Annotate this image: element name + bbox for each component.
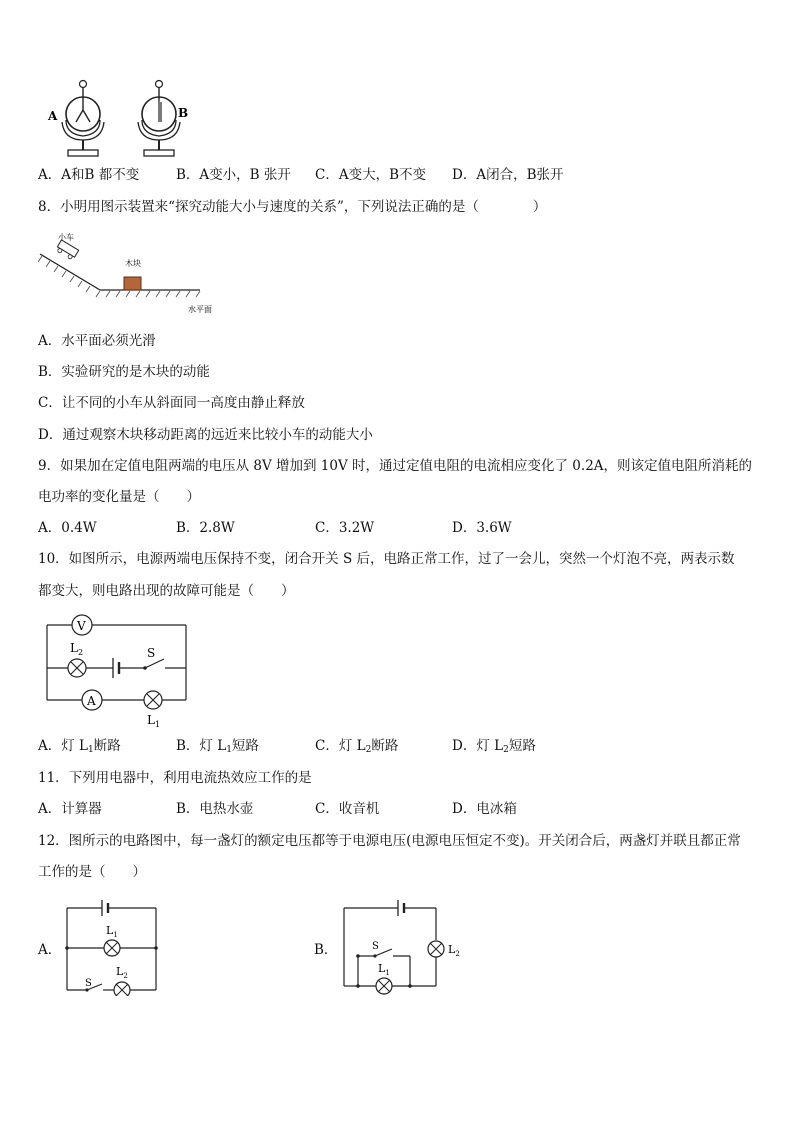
q11-option-b: B．电热水壶 (176, 801, 254, 817)
q7-options (38, 166, 758, 184)
q10-option-a: A．灯 $L_1$断路 (38, 738, 121, 755)
plane-label: 水平面 (188, 305, 212, 314)
q9-stem-line1: 9．如果加在定值电阻两端的电压从 8V 增加到 10V 时，通过定值电阻的电流相应变化了 0.2A，则该定值电阻所消耗的 (38, 458, 753, 474)
car-label: 小车 (58, 233, 74, 242)
q12-option-b-label: B． (314, 942, 338, 958)
q7-option-b: B．A变小，B 张开 (176, 167, 291, 183)
q9-option-a: A．0.4W (38, 520, 97, 536)
q11-options (38, 800, 758, 818)
q12-circuit-b (338, 896, 468, 996)
switch-label: S (147, 646, 156, 660)
q11-option-c: C．收音机 (315, 801, 380, 817)
q10-option-b: B．灯 $L_1$短路 (176, 738, 259, 755)
q8-option-d: D．通过观察木块移动距离的远近来比较小车的动能大小 (38, 427, 373, 443)
q12-stem-line2: 工作的是（ ） (38, 864, 146, 880)
q12b-l2-label: $L_2$ (448, 943, 460, 958)
q8-stem: 8．小明用图示装置来“探究动能大小与速度的关系”，下列说法正确的是（ ） (38, 199, 547, 215)
voltmeter-label: V (77, 619, 86, 633)
q12-option-a-label: A． (38, 942, 62, 958)
q10-circuit-figure (40, 612, 196, 730)
q10-stem-line1: 10．如图所示，电源两端电压保持不变，闭合开关 S 后，电路正常工作，过了一会儿，突然一个灯泡不亮，两表示数 (38, 551, 735, 567)
q10-option-c: C．灯 $L_2$断路 (315, 738, 399, 755)
ramp-figure (38, 230, 228, 318)
block-label: 木块 (125, 259, 141, 268)
electroscope-b-label: B (178, 106, 189, 120)
q10-option-d: D．灯 $L_2$短路 (452, 738, 536, 755)
q12-circuit-a (62, 896, 162, 996)
q9-option-b: B．2.8W (176, 520, 235, 536)
q12b-switch-label: S (372, 941, 379, 952)
q12b-l1-label: $L_1$ (378, 962, 390, 977)
q12-stem-line1: 12．图所示的电路图中，每一盏灯的额定电压都等于电源电压(电源电压恒定不变)。开关闭合后，两盏灯并联且都正常 (38, 833, 741, 849)
q9-option-d: D．3.6W (452, 520, 512, 536)
q9-stem-line2: 电功率的变化量是（ ） (38, 489, 200, 505)
q11-option-a: A．计算器 (38, 801, 102, 817)
electroscope-figure (44, 76, 204, 160)
q9-option-c: C．3.2W (315, 520, 375, 536)
q9-options (38, 519, 758, 537)
q8-option-a: A．水平面必须光滑 (38, 333, 156, 349)
q7-option-c: C．A变大，B不变 (315, 167, 426, 183)
q10-options (38, 737, 758, 757)
q10-stem-line2: 都变大，则电路出现的故障可能是（ ） (38, 583, 295, 599)
electroscope-a-label: A (48, 109, 58, 123)
q8-option-c: C．让不同的小车从斜面同一高度由静止释放 (38, 395, 305, 411)
q12a-switch-label: S (85, 978, 92, 989)
q11-stem: 11．下列用电器中，利用电流热效应工作的是 (38, 770, 312, 786)
q7-option-d: D．A闭合，B张开 (452, 167, 564, 183)
l2-label: $L_2$ (70, 641, 84, 657)
q7-option-a: A．A和B 都不变 (38, 167, 140, 183)
q12a-l1-label: $L_1$ (106, 924, 118, 939)
q11-option-d: D．电冰箱 (452, 801, 517, 817)
q12a-l2-label: $L_2$ (116, 965, 128, 980)
l1-label: $L_1$ (147, 713, 161, 729)
q8-option-b: B．实验研究的是木块的动能 (38, 364, 210, 380)
ammeter-label: A (87, 694, 96, 708)
